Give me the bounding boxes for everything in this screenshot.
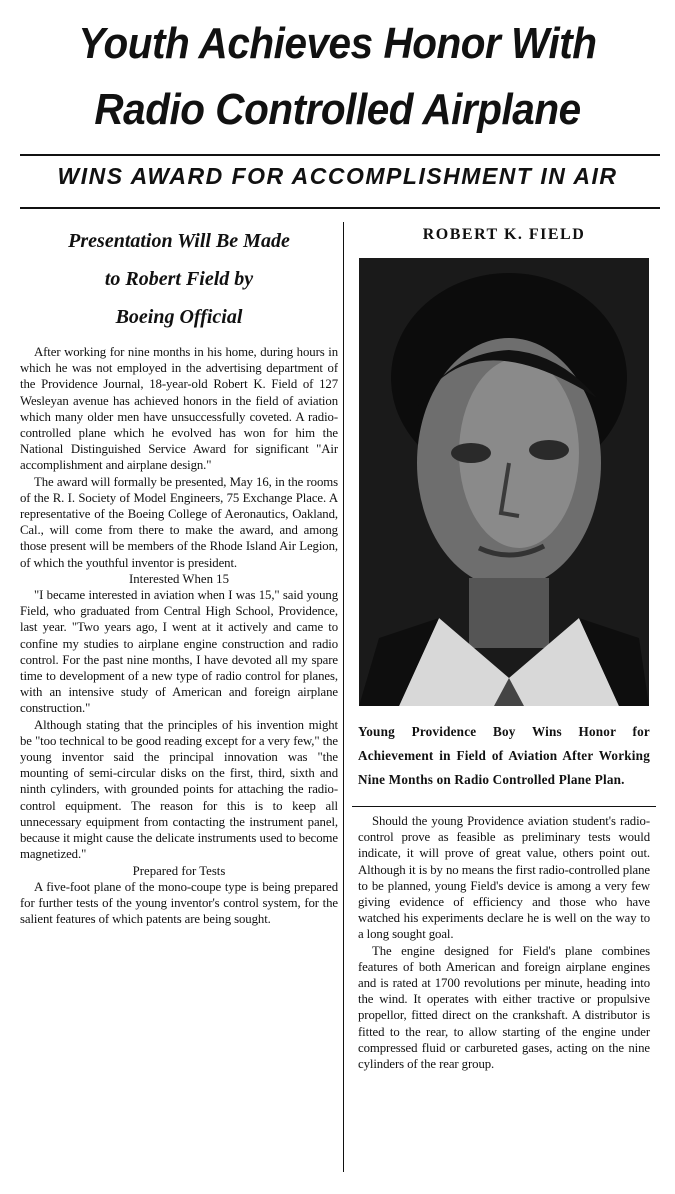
portrait-photo <box>359 258 649 706</box>
left-column <box>20 222 338 1182</box>
section-subhead: Prepared for Tests <box>132 863 226 878</box>
right-column <box>352 222 656 1182</box>
section-subhead: Interested When 15 <box>129 571 229 586</box>
column-divider <box>343 222 344 1172</box>
article-paragraph: The award will formally be presented, May 16, in the rooms of the R. I. Society of Model Engineers, 75 Exchange Place. A representative of the Boeing College of Aeronautics, Oakland, Cal., will come from there to make the award, and among those present will be members of the Rhode Island Air Legion, of which the youthful inventor is president. <box>20 474 338 570</box>
subheadline-rule <box>20 207 660 209</box>
article-paragraph: A five-foot plane of the mono-coupe type is being prepared for further tests of the young inventor's control system, for the salient features of which patents are being sought. <box>20 879 338 927</box>
deck-line-2: to Robert Field by <box>104 268 254 290</box>
article-paragraph: After working for nine months in his home, during hours in which he was not employed in the advertising department of the Providence Journal, 18-year-old Robert K. Field of 127 Wesleyan avenue has achieved honors in the field of aviation which many older men have unsuccessfully coveted. A radio-controlled plane which he evolved has won for him the National Distinguished Service Award for significant "Air accomplishment and airplane design." <box>20 345 338 473</box>
deck-line-3: Boeing Official <box>115 306 243 328</box>
article-paragraph: The engine designed for Field's plane combines features of both American and foreign airplane engines and is rated at 1700 revolutions per minute, heading into the wind. It operates with either tractive or propulsive propellor, fitted direct on the crankshaft. A distributor is fitted to the rear, to allow starting of the engine under compressed fluid or carbureted gases, acting on the nine cylinders of the rear group. <box>358 943 650 1072</box>
headline-line-2: Radio Controlled Airplane <box>94 85 581 134</box>
article-paragraph: "I became interested in aviation when I was 15," said young Field, who graduated from Central High School, Providence, last year. "Two years ago, I went at it actively and came to confine my studies to airplane engine construction and radio control. For the past nine months, I have devoted all my spare time to development of a new type of radio control for planes, with an intensive study of American and foreign airplane construction." <box>20 588 338 716</box>
article-paragraph: Although stating that the principles of his invention might be "too technical to be good reading except for a very few," the young inventor said the principal innovation was "the mounting of semi-circular disks on the first, third, sixth and ninth cylinders, with grounded points for attaching the radio-control equipment. The reason for this is to keep all unnecessary equipment from contacting the instrument panel, because it might cause the delicate instruments used to become magnetized." <box>20 717 338 862</box>
subheadline: WINS AWARD FOR ACCOMPLISHMENT IN AIR <box>57 163 618 189</box>
headline-rule <box>20 154 660 156</box>
photo-caption: Young Providence Boy Wins Honor for Achievement in Field of Aviation After Working Nine Months on Radio Controlled Plane Plan. <box>358 724 650 787</box>
article-paragraph: Should the young Providence aviation student's radio-control prove as feasible as preliminary tests would indicate, it will prove of great value, others point out. Although it is by no means the first radio-controlled plane to be planned, young Field's device is among a very few giving evidence of efficiency and those who have watched his experiments declare he is well on the way to a long sought goal. <box>358 814 650 942</box>
headline-line-1: Youth Achieves Honor With <box>78 19 597 68</box>
deck-line-1: Presentation Will Be Made <box>68 230 290 252</box>
portrait-photo-image <box>359 258 649 706</box>
photo-credit: ROBERT K. FIELD <box>422 226 586 243</box>
caption-rule <box>352 806 656 807</box>
deck-headline <box>20 222 338 336</box>
